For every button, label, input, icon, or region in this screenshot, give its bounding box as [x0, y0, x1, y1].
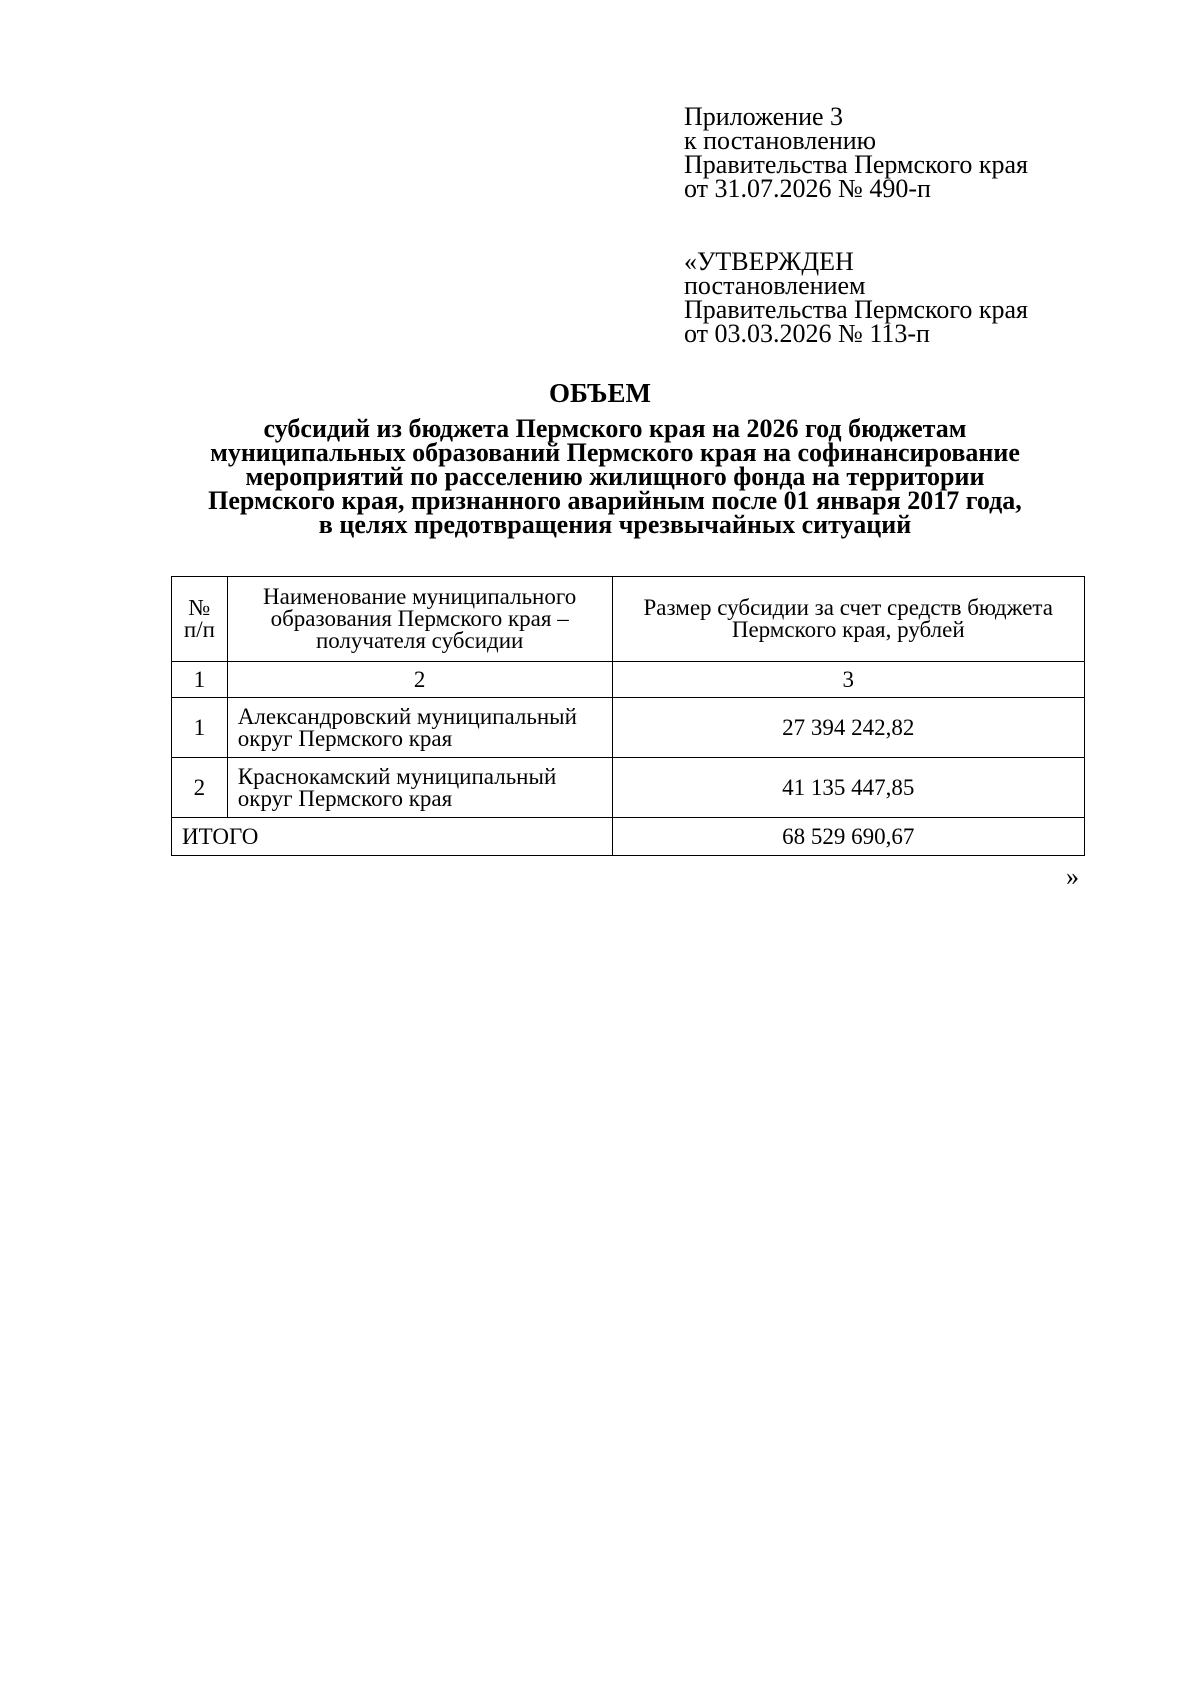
document-title: ОБЪЕМ — [549, 378, 651, 408]
subsidy-table — [171, 576, 1085, 856]
subtitle-line: Пермского края, признанного аварийным после 01 января 2017 года, — [208, 486, 1022, 515]
table-index-row — [172, 662, 1085, 698]
row-municipality — [227, 698, 612, 758]
index-cell: 1 — [172, 662, 228, 698]
appendix-reference — [684, 102, 1124, 203]
total-label: ИТОГО — [172, 818, 613, 856]
closing-quote: » — [1066, 862, 1079, 891]
row-amount: 41 135 447,85 — [612, 758, 1085, 818]
approval-line: «УТВЕРЖДЕН — [684, 247, 854, 276]
header-cell-name — [227, 577, 612, 662]
appendix-line: Правительства Пермского края — [684, 150, 1028, 179]
approval-line: Правительства Пермского края — [684, 295, 1028, 324]
header-text: получателя субсидии — [315, 628, 524, 653]
approval-line: от 03.03.2026 № 113-п — [684, 319, 930, 348]
table-row — [172, 758, 1085, 818]
index-cell: 3 — [612, 662, 1085, 698]
municipality-text: округ Пермского края — [237, 725, 453, 751]
subtitle-line: субсидий из бюджета Пермского края на 2026 год бюджетам — [263, 414, 967, 443]
municipality-text: Александровский муниципальный — [237, 703, 577, 729]
header-text: Размер субсидии за счет средств бюджета — [643, 595, 1053, 620]
approval-line: постановлением — [684, 271, 866, 300]
header-text: № — [188, 595, 211, 620]
header-text: Пермского края, рублей — [731, 617, 965, 642]
header-cell-amount — [612, 577, 1085, 662]
document-subtitle — [150, 414, 1080, 539]
header-cell-number — [172, 577, 228, 662]
total-amount: 68 529 690,67 — [612, 818, 1085, 856]
subtitle-line: муниципальных образований Пермского края на софинансирование — [210, 438, 1020, 467]
table-row — [172, 698, 1085, 758]
appendix-line: Приложение 3 — [684, 102, 844, 131]
row-number: 1 — [172, 698, 228, 758]
municipality-text: округ Пермского края — [237, 785, 453, 811]
row-number: 2 — [172, 758, 228, 818]
header-text: п/п — [183, 617, 215, 642]
row-municipality — [227, 758, 612, 818]
appendix-line: к постановлению — [684, 126, 877, 155]
table-total-row — [172, 818, 1085, 856]
index-cell: 2 — [227, 662, 612, 698]
subtitle-line: в целях предотвращения чрезвычайных ситуаций — [318, 510, 912, 539]
appendix-line: от 31.07.2026 № 490-п — [684, 174, 931, 203]
header-text: Наименование муниципального — [263, 584, 577, 609]
approval-stamp-text — [684, 247, 1124, 348]
table-header-row — [172, 577, 1085, 662]
row-amount: 27 394 242,82 — [612, 698, 1085, 758]
header-text: образования Пермского края – — [270, 606, 569, 631]
municipality-text: Краснокамский муниципальный — [237, 763, 557, 789]
subtitle-line: мероприятий по расселению жилищного фонда на территории — [245, 462, 985, 491]
